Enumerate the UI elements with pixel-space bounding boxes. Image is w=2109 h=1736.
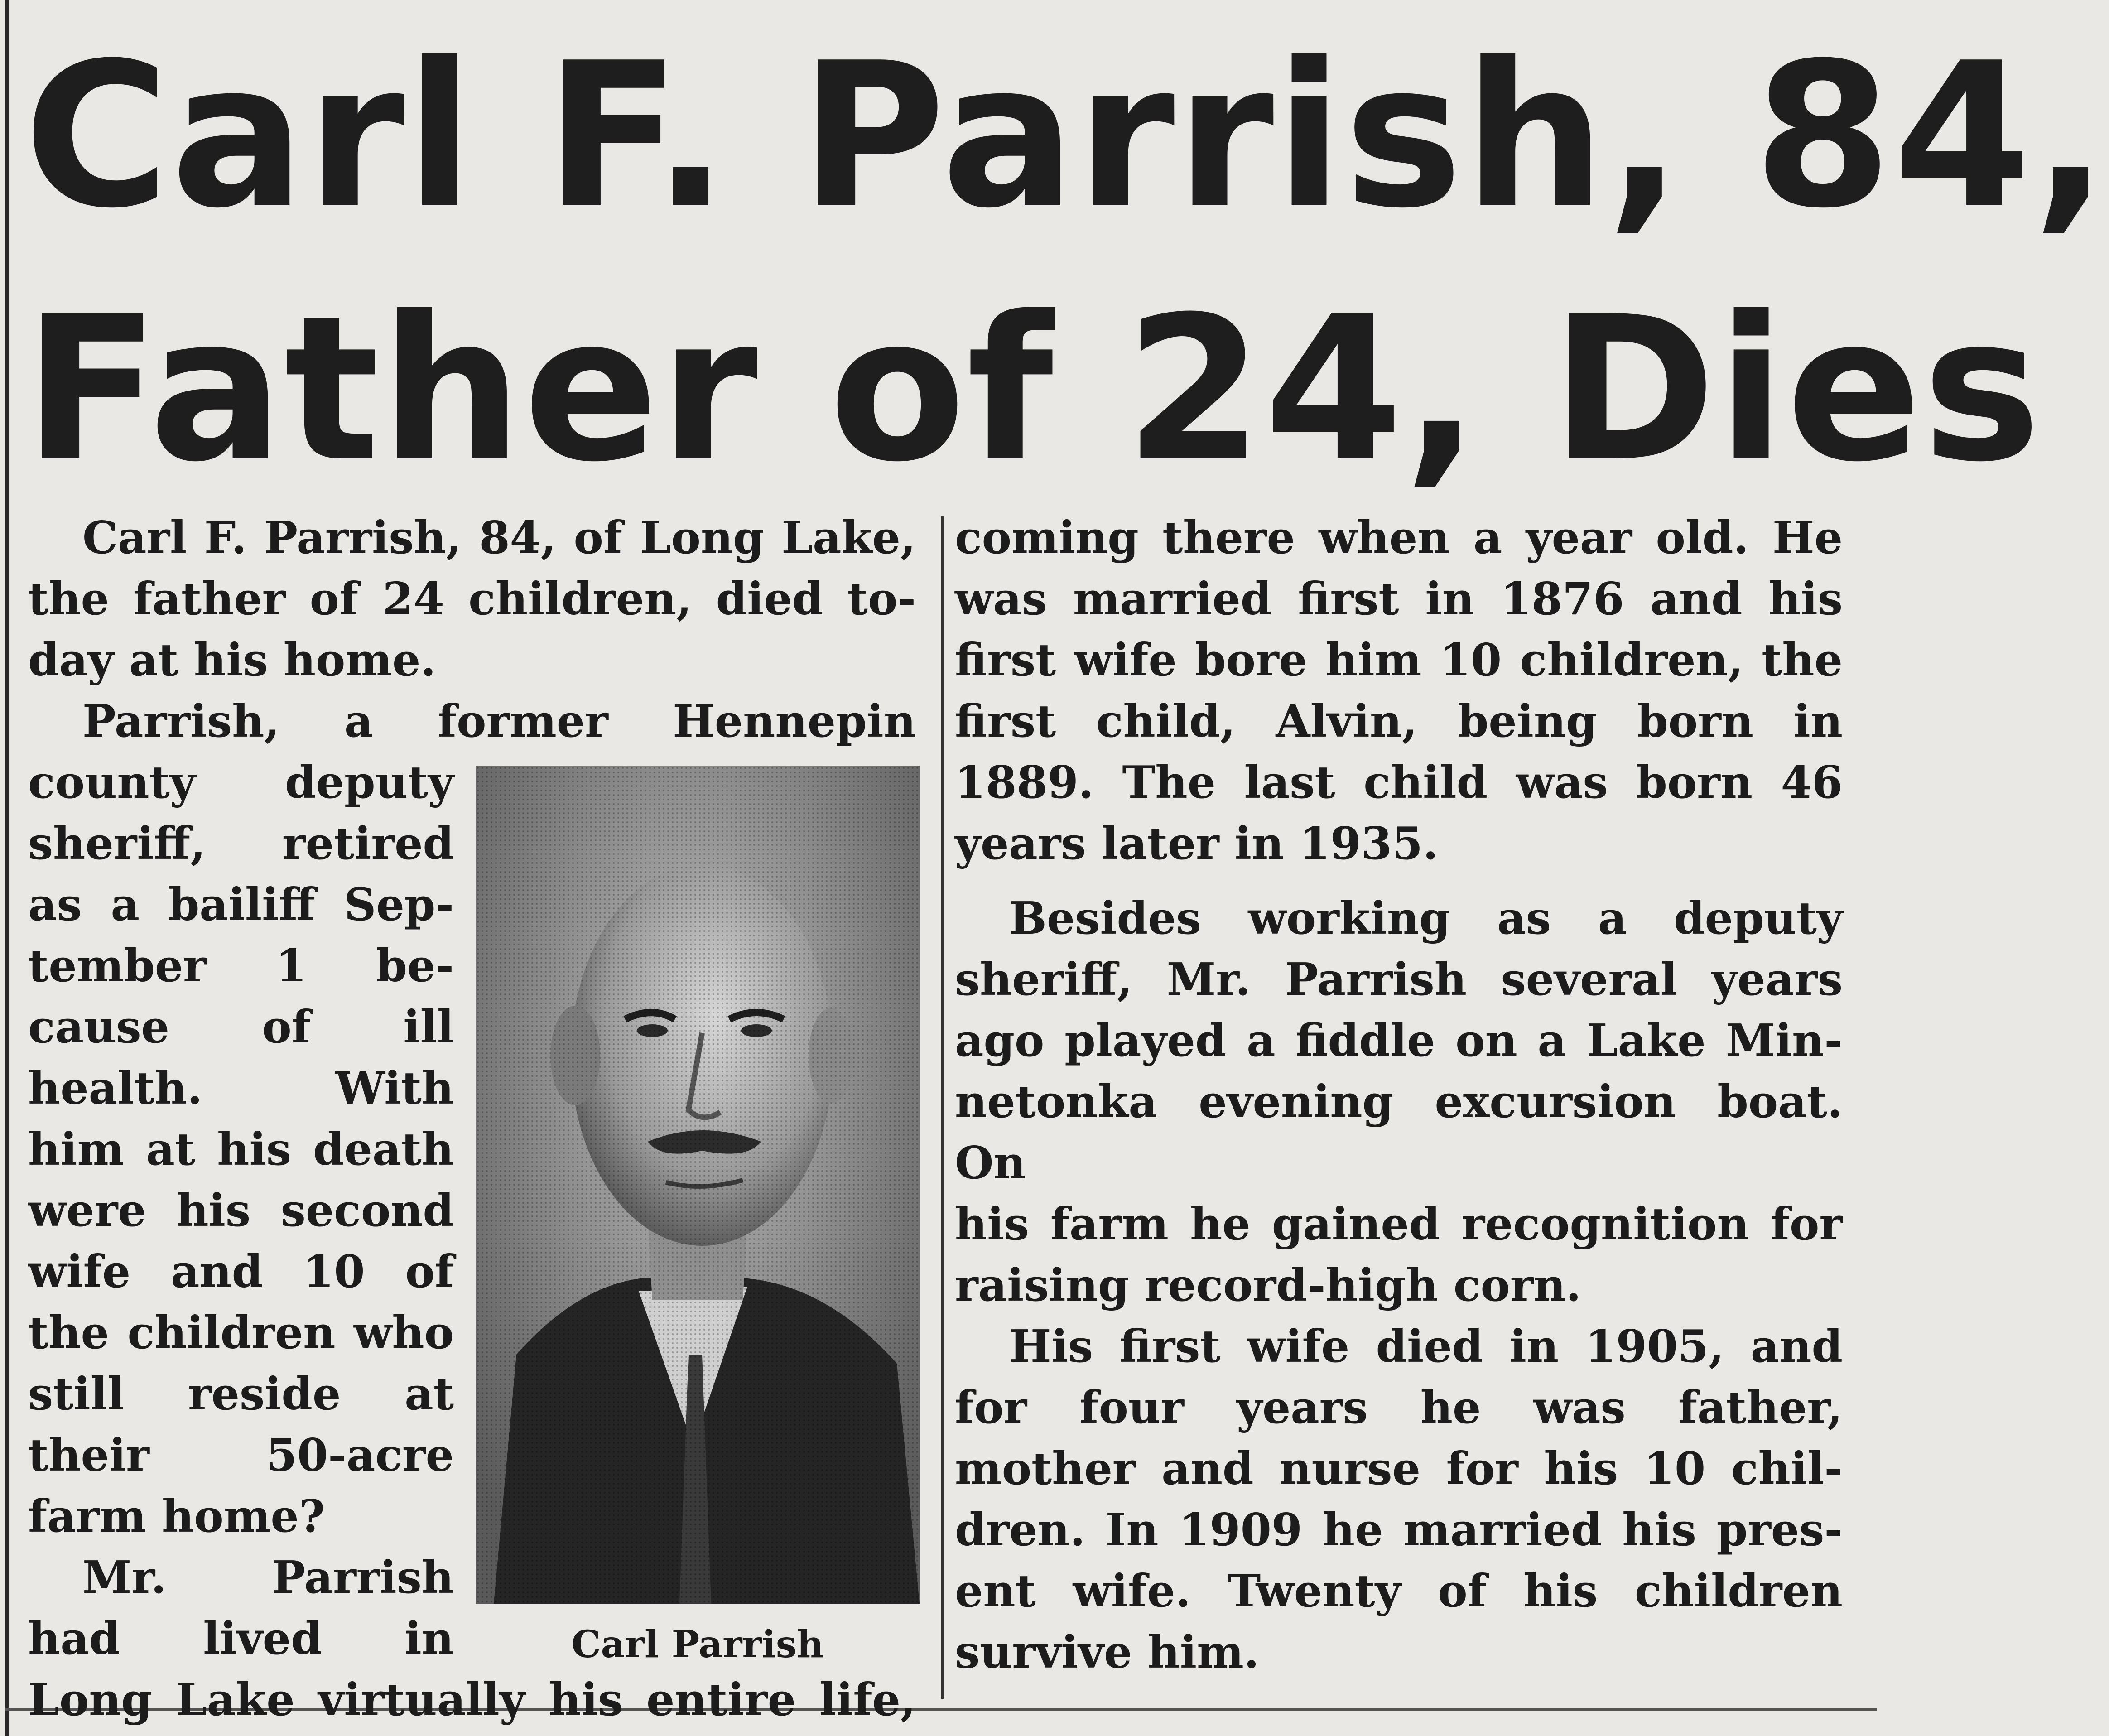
left-paragraph-2-line: him at his death: [28, 1124, 454, 1176]
headline: [24, 9, 2109, 516]
left-paragraph-2-line: sheriff, retired: [28, 818, 454, 870]
headline-line-1: Carl F. Parrish, 84,: [24, 20, 2109, 252]
right-paragraph-3-line: dren. In 1909 he married his pres-: [955, 1504, 1843, 1556]
right-paragraph-2-line: his farm he gained recognition for: [955, 1198, 1843, 1250]
right-paragraph-2-line: netonka evening excursion boat. On: [955, 1076, 1843, 1189]
left-paragraph-3-line: had lived in: [28, 1613, 454, 1665]
left-paragraph-2-line: county deputy: [28, 757, 454, 809]
right-paragraph-3-line: mother and nurse for his 10 chil-: [955, 1443, 1843, 1495]
right-paragraph-2-line: ago played a fiddle on a Lake Min-: [955, 1015, 1843, 1067]
left-paragraph-1-line-3: day at his home.: [28, 634, 436, 686]
right-column: [955, 507, 1843, 1683]
column-rule: [941, 516, 944, 1699]
portrait-photo: [476, 766, 920, 1604]
right-paragraph-3-line: survive him.: [955, 1626, 1259, 1678]
right-paragraph-1-line: first child, Alvin, being born in: [955, 695, 1843, 747]
right-paragraph-1-line: was married first in 1876 and his: [955, 573, 1843, 625]
photo-caption: Carl Parrish: [571, 1623, 824, 1666]
left-paragraph-3-line: Mr. Parrish: [82, 1552, 454, 1604]
right-paragraph-1-line: 1889. The last child was born 46: [955, 757, 1843, 809]
left-paragraph-2-intro: Parrish, a former Hennepin: [82, 695, 916, 747]
left-paragraph-1-line-1: Carl F. Parrish, 84, of Long Lake,: [82, 512, 916, 564]
left-paragraph-2-line: tember 1 be-: [28, 940, 454, 992]
left-paragraph-2-line: were his second: [28, 1185, 454, 1237]
left-paragraph-2-line: health. With: [28, 1062, 454, 1114]
left-paragraph-2-line: cause of ill: [28, 1001, 454, 1053]
left-paragraph-2-line: the children who: [28, 1307, 454, 1359]
right-paragraph-1-line: first wife bore him 10 children, the: [955, 634, 1843, 686]
headline-line-2: Father of 24, Dies: [24, 274, 2042, 506]
right-paragraph-3-line: ent wife. Twenty of his children: [955, 1565, 1843, 1617]
left-paragraph-2-line: farm home?: [28, 1490, 325, 1543]
right-paragraph-2-line: sheriff, Mr. Parrish several years: [955, 954, 1843, 1006]
left-paragraph-2-line: wife and 10 of: [28, 1246, 454, 1298]
left-paragraph-1-line-2: the father of 24 children, died to-: [28, 573, 916, 625]
right-paragraph-3-line: His first wife died in 1905, and: [1009, 1321, 1843, 1373]
right-paragraph-3-line: for four years he was father,: [955, 1382, 1843, 1434]
right-paragraph-1-line: coming there when a year old. He: [955, 512, 1843, 564]
left-paragraph-2-line: as a bailiff Sep-: [28, 879, 454, 931]
right-paragraph-1-line: years later in 1935.: [955, 818, 1439, 870]
page-left-rule: [5, 0, 9, 1736]
left-paragraph-3-last-line: Long Lake virtually his entire life,: [28, 1674, 916, 1726]
right-paragraph-2-line: raising record-high corn.: [955, 1259, 1581, 1312]
left-paragraph-2-line: their 50-acre: [28, 1429, 454, 1481]
left-paragraph-2-line: still reside at: [28, 1368, 454, 1420]
right-paragraph-2-line: Besides working as a deputy: [1009, 892, 1843, 945]
portrait-illustration: [476, 766, 920, 1604]
